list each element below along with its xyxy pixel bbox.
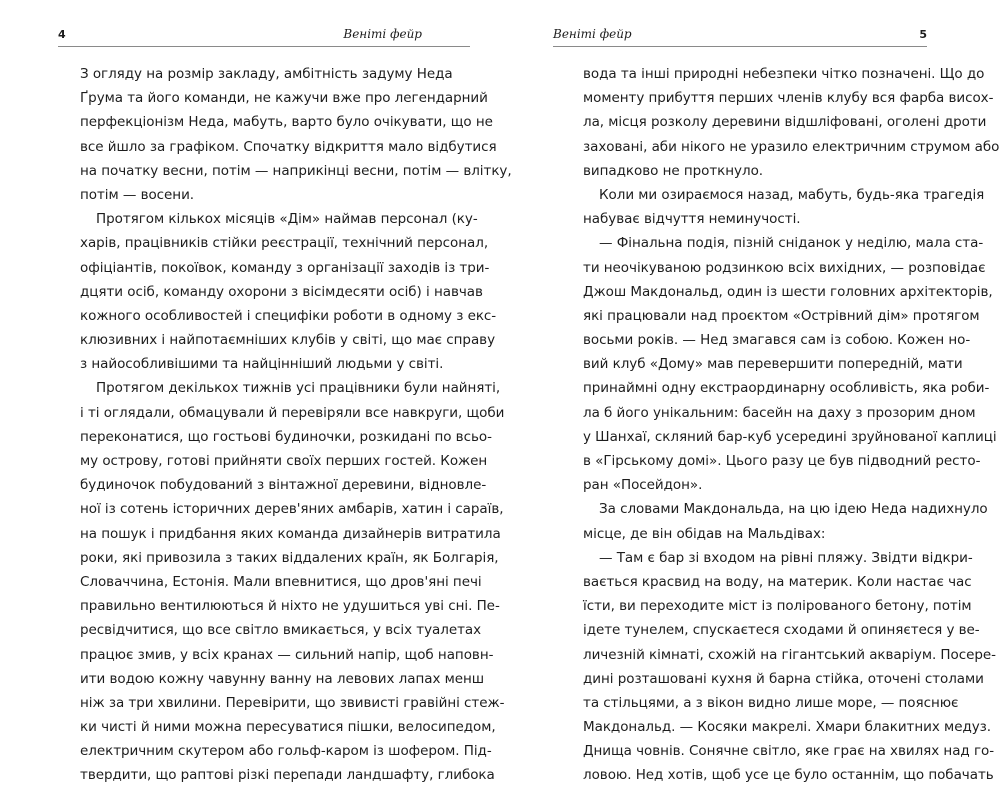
text-line: Днища човнів. Сонячне світло, яке грає на хвилях над го- xyxy=(583,743,995,760)
text-line: випадково не проткнуло. xyxy=(583,162,764,179)
text-line: будиночок побудований з вінтажної деревини, відновле- xyxy=(80,477,487,494)
text-line: принаймні одну екстраординарну особливість, яка роби- xyxy=(583,380,990,397)
right-page-body xyxy=(583,62,999,788)
text-line: вається красвид на воду, на материк. Коли настає час xyxy=(583,573,972,590)
text-line: з найособливішими та найцінніший людьми у світі. xyxy=(80,356,444,373)
text-line: му острову, готові прийняти своїх перших гостей. Кожен xyxy=(80,453,488,469)
text-line: які працювали над проєктом «Острівний дім» протягом xyxy=(583,307,980,324)
text-line: дцяти осіб, команду охорони з вісімдесяти осіб) і навчав xyxy=(80,283,483,300)
text-line: За словами Макдональда, на цю ідею Неда надихнуло xyxy=(599,501,988,518)
text-line: працює змив, у всіх кранах — сильний напір, щоб наповн- xyxy=(80,646,494,663)
text-line: ловою. Нед хотів, щоб усе це було останнім, що побачать xyxy=(583,767,994,784)
text-line: ки чисті й ними можна пересуватися пішки, велосипедом, xyxy=(80,719,496,736)
text-line: харів, працівників стійки реєстрації, технічний персонал, xyxy=(80,235,489,252)
text-line: все йшло за графіком. Спочатку відкриття мало відбутися xyxy=(80,138,497,155)
text-line: ніж за три хвилини. Перевірити, що звивисті гравійні стеж- xyxy=(80,694,505,711)
text-line: набуває відчуття неминучості. xyxy=(583,211,801,228)
text-line: на початку весни, потім — наприкінці весни, потім — влітку, xyxy=(80,162,512,179)
page-number: 4 xyxy=(58,28,66,41)
text-line: твердити, що раптові різкі перепади ландшафту, глибока xyxy=(80,767,495,784)
text-line: ресвідчитися, що все світло вмикається, у всіх туалетах xyxy=(80,622,482,639)
text-line: клюзивних і найпотаємніших клубів у світі, що має справу xyxy=(80,332,496,349)
text-line: Макдональд. — Косяки макрелі. Хмари блакитних медуз. xyxy=(583,719,992,736)
page-number: 5 xyxy=(919,28,927,41)
text-line: ної із сотень історичних дерев'яних амбарів, хатин і сараїв, xyxy=(80,501,504,518)
text-line: Словаччина, Естонія. Мали впевнитися, що дров'яні печі xyxy=(80,573,482,590)
text-line: ти неочікуваною родзинкою всіх вихідних, — розповідає xyxy=(583,259,986,276)
text-line: моменту прибуття перших членів клубу вся фарба висох- xyxy=(583,90,994,107)
text-line: у Шанхаї, скляний бар-куб усередині зруйнованої каплиці xyxy=(583,428,997,445)
text-line: електричним скутером або гольф-каром із шофером. Під- xyxy=(80,743,492,760)
text-line: ити водою кожну чавунну ванну на левових лапах менш xyxy=(80,670,485,687)
text-line: Джош Макдональд, один із шести головних архітекторів, xyxy=(583,283,993,300)
running-title: Веніті фейр xyxy=(553,27,632,41)
text-line: Ґрума та його команди, не кажучи вже про легендарний xyxy=(80,90,488,107)
text-line: дині розташовані кухня й барна стійка, оточені столами xyxy=(583,670,984,687)
text-line: місце, де він обідав на Мальдівах: xyxy=(583,525,826,542)
text-line: — Там є бар зі входом на рівні пляжу. Звідти відкри- xyxy=(599,549,973,566)
text-line: — Фінальна подія, пізній сніданок у неділю, мала ста- xyxy=(599,235,984,252)
text-line: в «Гірському домі». Цього разу це був підводний ресто- xyxy=(583,453,981,469)
text-line: Протягом декількох тижнів усі працівники були найняті, xyxy=(96,380,501,397)
text-line: потім — восени. xyxy=(80,186,195,203)
running-title: Веніті фейр xyxy=(343,27,422,41)
text-line: офіціантів, покоївок, команду з організації заходів із три- xyxy=(80,259,490,276)
text-line: на пошук і придбання яких команда дизайнерів витратила xyxy=(80,525,501,542)
text-line: вода та інші природні небезпеки чітко позначені. Що до xyxy=(583,66,985,82)
text-line: ран «Посейдон». xyxy=(583,477,703,494)
text-line: ідете тунелем, спускаєтеся сходами й опиняєтеся у ве- xyxy=(583,622,980,639)
text-line: їсти, ви переходите міст із полірованого бетону, потім xyxy=(583,598,972,615)
left-page-header xyxy=(58,26,470,47)
text-line: роки, які привозила з таких віддалених країн, як Болгарія, xyxy=(80,549,499,566)
text-line: правильно вентилюються й ніхто не удушиться уві сні. Пе- xyxy=(80,598,500,615)
text-line: і ті оглядали, обмацували й перевіряли все навкруги, щоби xyxy=(80,404,505,421)
text-line: заховані, аби нікого не уразило електричним струмом або xyxy=(583,138,999,155)
text-line: Коли ми озираємося назад, мабуть, будь-яка трагедія xyxy=(599,186,985,203)
text-line: З огляду на розмір закладу, амбітність задуму Неда xyxy=(80,66,453,82)
text-line: личезній кімнаті, схожій на гігантський акваріум. Посере- xyxy=(583,646,996,663)
text-line: та стільцями, а з вікон видно лише море, — пояснює xyxy=(583,694,959,711)
text-line: восьми років. — Нед змагався сам із собою. Кожен но- xyxy=(583,332,971,349)
text-line: ла, місця розколу деревини відшліфовані, оголені дроти xyxy=(583,114,987,131)
text-line: переконатися, що гостьові будиночки, розкидані по всьо- xyxy=(80,428,492,445)
text-line: перфекціонізм Неда, мабуть, варто було очікувати, що не xyxy=(80,114,493,131)
text-line: Протягом кількох місяців «Дім» наймав персонал (ку- xyxy=(96,211,478,228)
text-line: кожного особливостей і специфіки роботи в одному з екс- xyxy=(80,307,497,324)
right-page xyxy=(495,0,999,784)
right-page-header xyxy=(553,26,927,47)
text-line: вий клуб «Дому» мав перевершити попередній, мати xyxy=(583,356,963,373)
text-line: ла б його унікальним: басейн на даху з прозорим дном xyxy=(583,404,976,421)
left-page-body xyxy=(80,62,512,788)
